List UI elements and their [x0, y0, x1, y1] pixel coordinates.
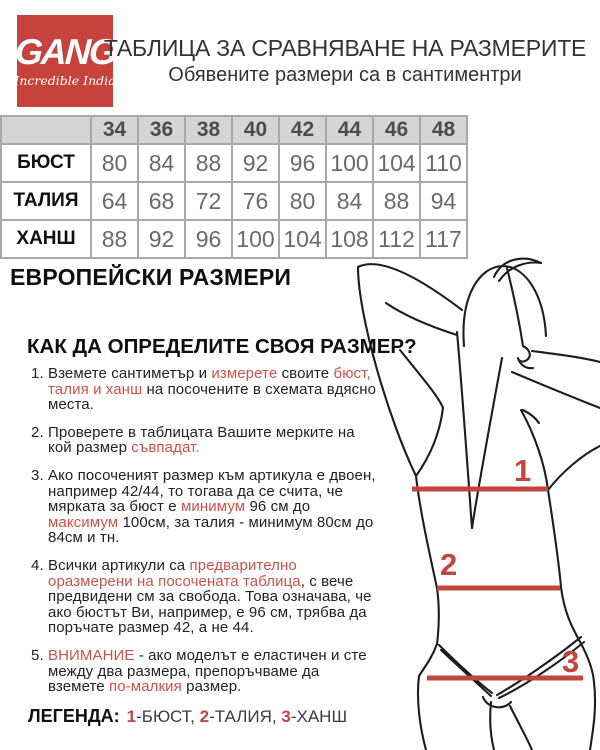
text-segment: Всички артикули са — [48, 556, 190, 574]
size-value-cell: 80 — [91, 144, 138, 182]
size-column-header: 44 — [326, 116, 373, 144]
size-value-cell: 64 — [91, 182, 138, 220]
size-value-cell: 76 — [232, 182, 279, 220]
size-column-header: 34 — [91, 116, 138, 144]
instruction-item — [31, 425, 379, 456]
section-title-how-to: КАК ДА ОПРЕДЕЛИТЕ СВОЯ РАЗМЕР? — [27, 335, 417, 358]
measurement-row — [1, 182, 467, 220]
instruction-item — [31, 558, 379, 636]
instruction-number: 4. — [31, 556, 44, 574]
measurement-figure — [350, 250, 600, 750]
text-segment: Проверете в таблицата Вашите мерките на кой размер — [48, 423, 355, 457]
instruction-number: 3. — [31, 466, 44, 484]
instruction-item — [31, 366, 379, 413]
figure-right-forearm-bottom — [548, 446, 600, 490]
legend-marker-number: 3 — [281, 707, 291, 726]
instruction-number: 1. — [31, 365, 44, 382]
text-segment: 100см, за талия - минимум 80см до 84см и тн. — [48, 513, 374, 547]
instruction-number: 5. — [31, 646, 44, 664]
waist-marker-number: 2 — [440, 547, 458, 582]
figure-left-arm-outer — [358, 267, 416, 476]
section-title-european-sizes: ЕВРОПЕЙСКИ РАЗМЕРИ — [10, 264, 292, 290]
instructions-list — [31, 366, 379, 707]
legend-marker-number: 2 — [199, 707, 210, 726]
measurement-row-label: ТАЛИЯ — [1, 182, 91, 220]
figure-hair-v-left — [457, 332, 472, 528]
size-value-cell: 72 — [185, 182, 232, 220]
legend-marker-number: 1 — [126, 707, 137, 726]
legend-marker-name: -ТАЛИЯ, — [209, 707, 282, 726]
size-value-cell: 108 — [326, 220, 373, 258]
size-value-cell: 110 — [420, 144, 467, 182]
figure-crotch — [483, 697, 511, 707]
size-column-header: 36 — [138, 116, 185, 144]
highlighted-term: бюст, талия и ханш — [48, 365, 371, 398]
size-column-header: 42 — [279, 116, 326, 144]
size-header-row — [1, 116, 467, 144]
size-value-cell: 84 — [138, 144, 185, 182]
figure-hair-part — [507, 268, 523, 346]
figure-left-forearm-top — [358, 264, 462, 310]
highlighted-term: предварително оразмерени на посочената таблица — [48, 556, 301, 590]
size-value-cell: 84 — [326, 182, 373, 220]
highlighted-term: съвпадат. — [131, 439, 200, 457]
measurement-row — [1, 144, 467, 182]
instruction-text — [48, 468, 379, 546]
text-segment: на посочените в схемата вдясно места. — [48, 380, 377, 414]
size-column-header: 46 — [373, 116, 420, 144]
size-value-cell: 96 — [185, 220, 232, 258]
page-title: ТАБЛИЦА ЗА СРАВНЯВАНЕ НА РАЗМЕРИТЕ — [103, 35, 587, 61]
highlighted-term: по-малкия — [109, 678, 182, 696]
bust-marker-number: 1 — [514, 453, 532, 488]
figure-head-outline — [463, 266, 546, 346]
size-value-cell: 92 — [138, 220, 185, 258]
highlighted-term: минимум — [180, 498, 246, 516]
size-column-header: 38 — [185, 116, 232, 144]
text-segment: своите — [277, 365, 334, 382]
instruction-number: 2. — [31, 423, 44, 441]
legend-label: ЛЕГЕНДА: — [28, 706, 120, 726]
figure-hair-v-right — [472, 358, 502, 528]
size-value-cell: 68 — [138, 182, 185, 220]
size-value-cell: 100 — [232, 220, 279, 258]
figure-right-hip — [579, 640, 595, 750]
instruction-text — [48, 425, 379, 456]
size-value-cell: 104 — [279, 220, 326, 258]
size-table-body — [1, 144, 467, 258]
size-value-cell: 88 — [185, 144, 232, 182]
size-value-cell: 88 — [91, 220, 138, 258]
instruction-item — [31, 648, 379, 695]
size-value-cell: 112 — [373, 220, 420, 258]
legend-marker-name: -ХАНШ — [290, 707, 348, 726]
size-value-cell: 92 — [232, 144, 279, 182]
measurement-row-label: БЮСТ — [1, 144, 91, 182]
figure-left-forearm-inner — [386, 303, 457, 335]
text-segment: Ако посоченият размер към артикула е двоен, например 42/44, то тогава да се счита, че мярката за бюст е — [48, 466, 376, 516]
corner-cell — [1, 116, 91, 144]
text-segment: Вземете сантиметър и — [48, 365, 212, 382]
size-column-header: 48 — [420, 116, 467, 144]
measurement-row-label: ХАНШ — [1, 220, 91, 258]
brand-tagline: Incredible India — [14, 73, 116, 88]
figure-bikini-left — [439, 645, 492, 696]
legend-items — [127, 707, 347, 726]
legend-marker-name: -БЮСТ, — [136, 707, 200, 726]
highlighted-term: ВНИМАНИЕ — [48, 646, 135, 664]
page-header — [100, 35, 590, 87]
instruction-item — [31, 468, 379, 546]
text-segment: размер. — [181, 678, 242, 696]
size-value-cell: 100 — [326, 144, 373, 182]
highlighted-term: максимум — [48, 513, 119, 531]
instruction-text — [48, 648, 379, 695]
text-segment: , с вече предвидени см за свобода. Това означава, че ако бюстът Ви, например, е 96 см, трябва да поръчате размер 42, а не 44. — [48, 572, 372, 637]
figure-torso-right — [548, 490, 579, 640]
highlighted-term: измерете — [211, 365, 278, 382]
size-column-header: 40 — [232, 116, 279, 144]
size-value-cell: 88 — [373, 182, 420, 220]
size-value-cell: 96 — [279, 144, 326, 182]
size-value-cell: 94 — [420, 182, 467, 220]
instruction-text — [48, 366, 379, 413]
text-segment: - ако моделът е еластичен и сте между два размера, препоръчваме да вземете — [48, 646, 367, 696]
size-value-cell: 104 — [373, 144, 420, 182]
figure-right-forearm-top — [512, 372, 600, 408]
hips-marker-number: 3 — [562, 644, 580, 679]
size-value-cell: 117 — [420, 220, 467, 258]
size-table — [0, 115, 468, 259]
figure-torso-left — [416, 476, 439, 644]
legend — [28, 706, 347, 727]
brand-logo — [13, 15, 117, 107]
figure-left-hip — [418, 644, 437, 750]
instruction-text — [48, 558, 379, 636]
size-value-cell: 80 — [279, 182, 326, 220]
figure-right-shoulder — [532, 351, 600, 362]
brand-name: GANG — [13, 31, 117, 72]
size-table-head — [1, 116, 467, 144]
figure-inner-legs — [490, 702, 532, 750]
page-subtitle: Обявените размери са в сантиментри — [168, 64, 522, 86]
text-segment: 96 см до — [245, 498, 311, 516]
figure-face-profile — [518, 346, 533, 368]
